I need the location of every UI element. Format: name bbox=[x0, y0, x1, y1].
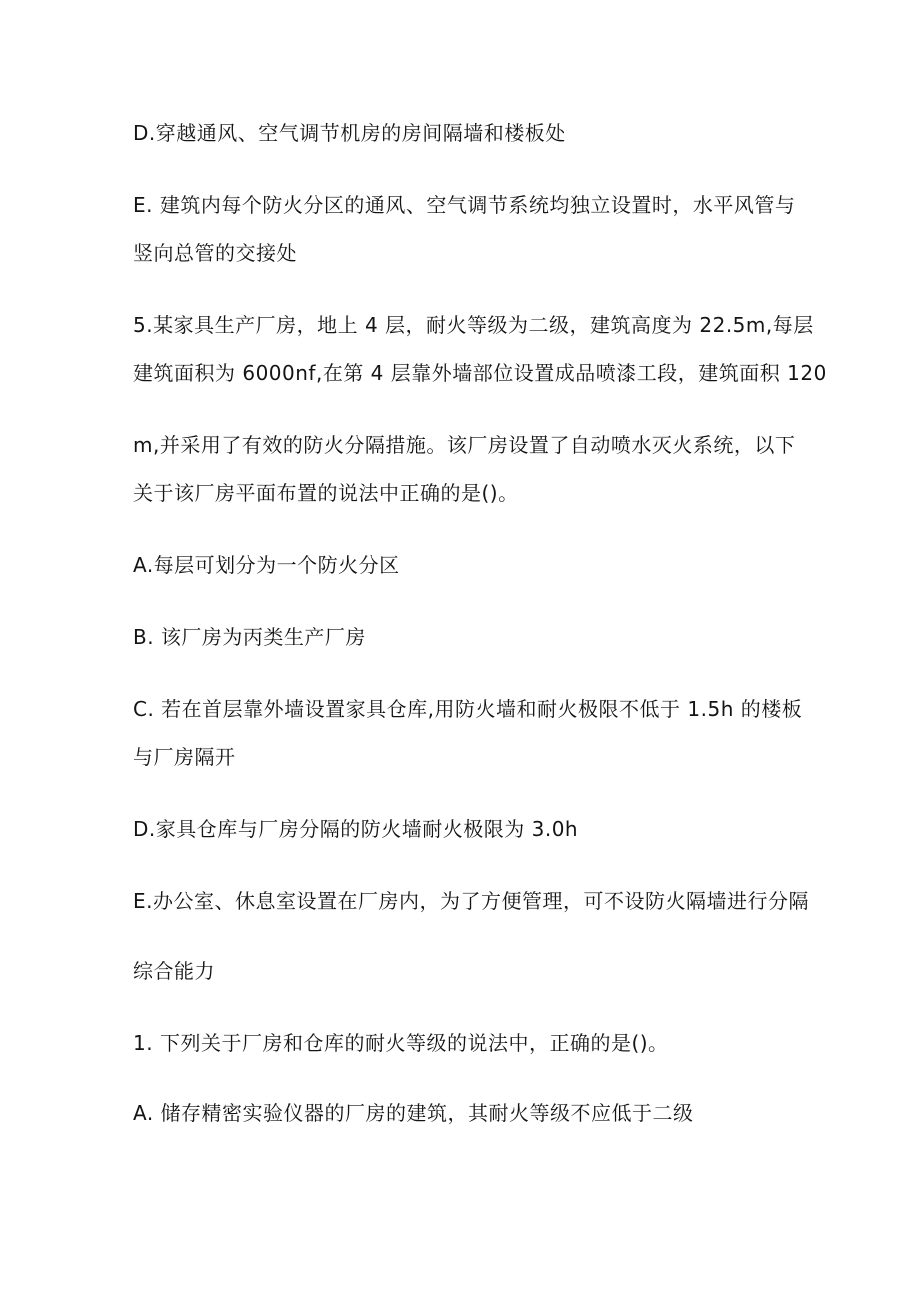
question-5-option-c-line-2: 与厂房隔开 bbox=[133, 745, 236, 769]
question-5-stem-line-1: 5.某家具生产厂房，地上 4 层，耐火等级为二级，建筑高度为 22.5m,每层 bbox=[133, 313, 814, 337]
question-5-stem-line-3: m,并采用了有效的防火分隔措施。该厂房设置了自动喷水灭火系统，以下 bbox=[133, 433, 796, 457]
question-5-stem-line-4: 关于该厂房平面布置的说法中正确的是()。 bbox=[133, 481, 519, 505]
question-5-option-b: B. 该厂房为丙类生产厂房 bbox=[133, 625, 366, 649]
question-4-option-d: D.穿越通风、空气调节机房的房间隔墙和楼板处 bbox=[133, 121, 566, 145]
question-5-option-c-line-1: C. 若在首层靠外墙设置家具仓库,用防火墙和耐火极限不低于 1.5h 的楼板 bbox=[133, 697, 803, 721]
question-5-option-a: A.每层可划分为一个防火分区 bbox=[133, 553, 400, 577]
section-question-1-option-a: A. 储存精密实验仪器的厂房的建筑，其耐火等级不应低于二级 bbox=[133, 1101, 694, 1125]
question-5-option-d: D.家具仓库与厂房分隔的防火墙耐火极限为 3.0h bbox=[133, 817, 579, 841]
question-4-option-e-line-2: 竖向总管的交接处 bbox=[133, 241, 297, 265]
section-question-1-stem: 1. 下列关于厂房和仓库的耐火等级的说法中，正确的是()。 bbox=[133, 1031, 669, 1055]
section-heading: 综合能力 bbox=[133, 959, 215, 983]
question-5-stem-line-2: 建筑面积为 6000nf,在第 4 层靠外墙部位设置成品喷漆工段，建筑面积 120 bbox=[133, 361, 827, 385]
question-4-option-e-line-1: E. 建筑内每个防火分区的通风、空气调节系统均独立设置时，水平风管与 bbox=[133, 193, 796, 217]
question-5-option-e: E.办公室、休息室设置在厂房内，为了方便管理，可不设防火隔墙进行分隔 bbox=[133, 889, 809, 913]
